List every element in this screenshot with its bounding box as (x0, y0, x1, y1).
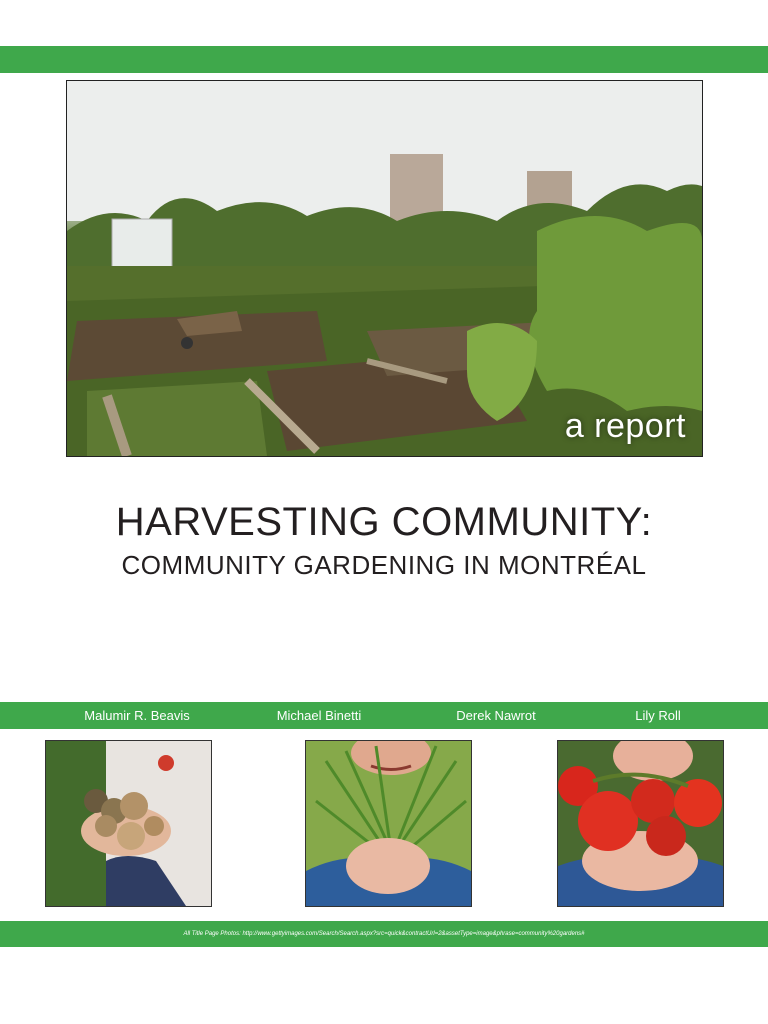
green-beans-photo-illustration (306, 741, 471, 906)
photo-credit: All Title Page Photos: http://www.gettyimages.com/Search/Search.aspx?src=quick&contractUrl=2&assetType=image&phrase=community%20gardens# (183, 931, 585, 937)
author-name: Lily Roll (635, 708, 681, 723)
garden-hero-photo (66, 80, 703, 457)
potatoes-photo (45, 740, 212, 907)
tomatoes-photo-illustration (558, 741, 723, 906)
green-beans-photo (305, 740, 472, 907)
hero-caption: a report (564, 407, 686, 445)
potatoes-photo-illustration (46, 741, 211, 906)
report-title: HARVESTING COMMUNITY: (115, 500, 653, 544)
top-green-bar (0, 46, 768, 73)
author-name: Derek Nawrot (456, 708, 536, 723)
tomatoes-photo (557, 740, 724, 907)
author-name: Michael Binetti (276, 708, 362, 723)
garden-photo-illustration (67, 81, 702, 456)
report-subtitle: COMMUNITY GARDENING IN MONTRÉAL (121, 550, 647, 580)
photo-credit-bar (0, 921, 768, 947)
author-name: Malumir R. Beavis (84, 708, 190, 723)
authors-bar (0, 702, 768, 729)
